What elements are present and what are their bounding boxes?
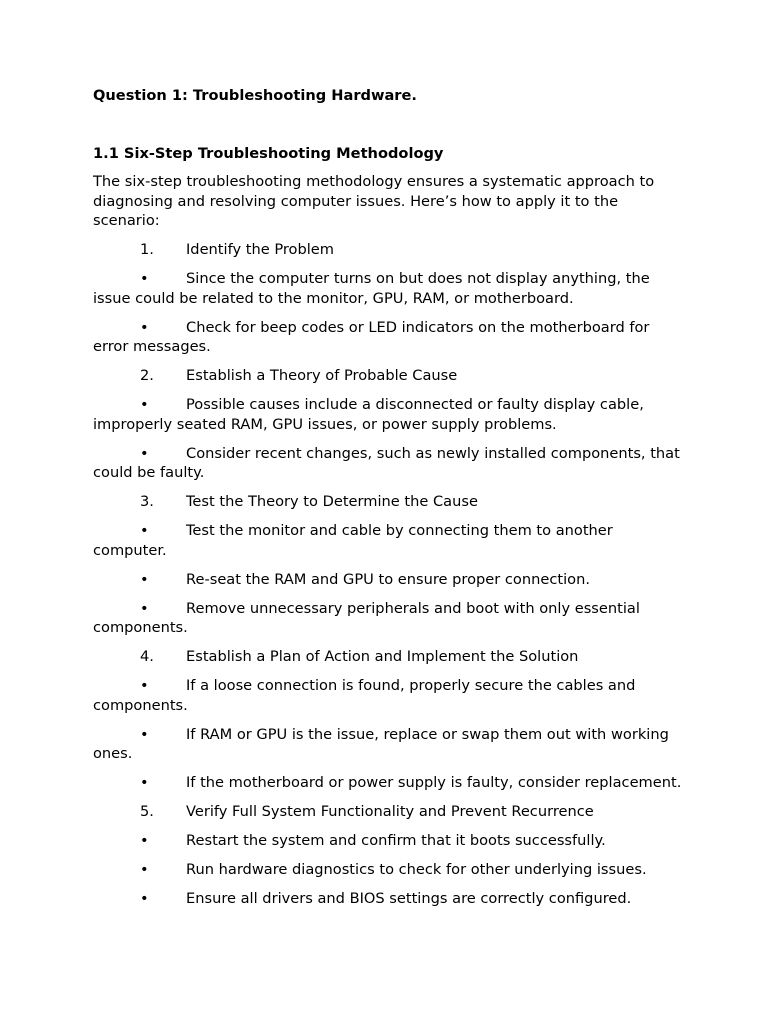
list-item xyxy=(93,831,683,851)
list-item-text: If the motherboard or power supply is faulty, consider replacement. xyxy=(186,774,682,791)
list-item xyxy=(93,444,683,483)
list-item xyxy=(93,395,683,434)
bullet-icon: • xyxy=(140,890,149,907)
step-number: 1. xyxy=(140,241,154,258)
step-2 xyxy=(93,366,683,386)
list-item-text: Run hardware diagnostics to check for other underlying issues. xyxy=(186,861,647,878)
bullet-icon: • xyxy=(140,832,149,849)
step-label: Identify the Problem xyxy=(186,241,334,258)
list-item xyxy=(93,570,683,590)
list-item xyxy=(93,318,683,357)
list-item-text: Test the monitor and cable by connecting them to another computer. xyxy=(93,522,613,559)
bullet-icon: • xyxy=(140,444,149,462)
step-label: Verify Full System Functionality and Prevent Recurrence xyxy=(186,803,594,820)
document-title: Question 1: Troubleshooting Hardware. xyxy=(93,87,417,104)
bullet-icon: • xyxy=(140,599,149,617)
list-item-text: Restart the system and confirm that it boots successfully. xyxy=(186,832,606,849)
bullet-icon: • xyxy=(140,861,149,878)
step-label: Establish a Plan of Action and Implement the Solution xyxy=(186,648,579,665)
list-item-text: If a loose connection is found, properly secure the cables and components. xyxy=(93,677,636,714)
intro-paragraph: The six-step troubleshooting methodology ensures a systematic approach to diagnosing and resolving computer issues. Here’s how to apply it to the scenario: xyxy=(93,173,655,229)
section-heading: 1.1 Six-Step Troubleshooting Methodology xyxy=(93,144,444,162)
step-4 xyxy=(93,647,683,667)
step-5 xyxy=(93,802,683,822)
bullet-icon: • xyxy=(140,270,149,287)
list-item-text: Possible causes include a disconnected or faulty display cable, improperly seated RAM, GPU issues, or power supply problems. xyxy=(93,396,644,433)
list-item xyxy=(93,269,683,308)
list-item-text: If RAM or GPU is the issue, replace or swap them out with working ones. xyxy=(93,725,669,762)
step-1 xyxy=(93,240,683,260)
step-3 xyxy=(93,492,683,512)
list-item-text: Since the computer turns on but does not display anything, the issue could be related to the monitor, GPU, RAM, or motherboard. xyxy=(93,270,650,307)
step-label: Establish a Theory of Probable Cause xyxy=(186,367,458,384)
step-label: Test the Theory to Determine the Cause xyxy=(186,493,478,510)
list-item-text: Remove unnecessary peripherals and boot with only essential components. xyxy=(93,599,640,636)
list-item xyxy=(93,725,683,764)
list-item xyxy=(93,773,683,793)
bullet-icon: • xyxy=(140,570,149,588)
step-number: 3. xyxy=(140,493,154,510)
bullet-icon: • xyxy=(140,774,149,791)
list-item-text: Consider recent changes, such as newly installed components, that could be faulty. xyxy=(93,444,680,481)
list-item-text: Check for beep codes or LED indicators on the motherboard for error messages. xyxy=(93,318,650,355)
bullet-icon: • xyxy=(140,725,149,743)
document-page xyxy=(93,86,683,918)
list-item-text: Re-seat the RAM and GPU to ensure proper connection. xyxy=(186,570,590,588)
list-item xyxy=(93,889,683,909)
bullet-icon: • xyxy=(140,318,149,336)
list-item xyxy=(93,599,683,638)
step-number: 5. xyxy=(140,803,154,820)
list-item xyxy=(93,676,683,715)
step-number: 4. xyxy=(140,648,154,665)
list-item xyxy=(93,860,683,880)
list-item-text: Ensure all drivers and BIOS settings are correctly configured. xyxy=(186,890,632,907)
bullet-icon: • xyxy=(140,522,149,539)
bullet-icon: • xyxy=(140,677,149,694)
step-number: 2. xyxy=(140,367,154,384)
list-item xyxy=(93,521,683,560)
bullet-icon: • xyxy=(140,396,149,413)
